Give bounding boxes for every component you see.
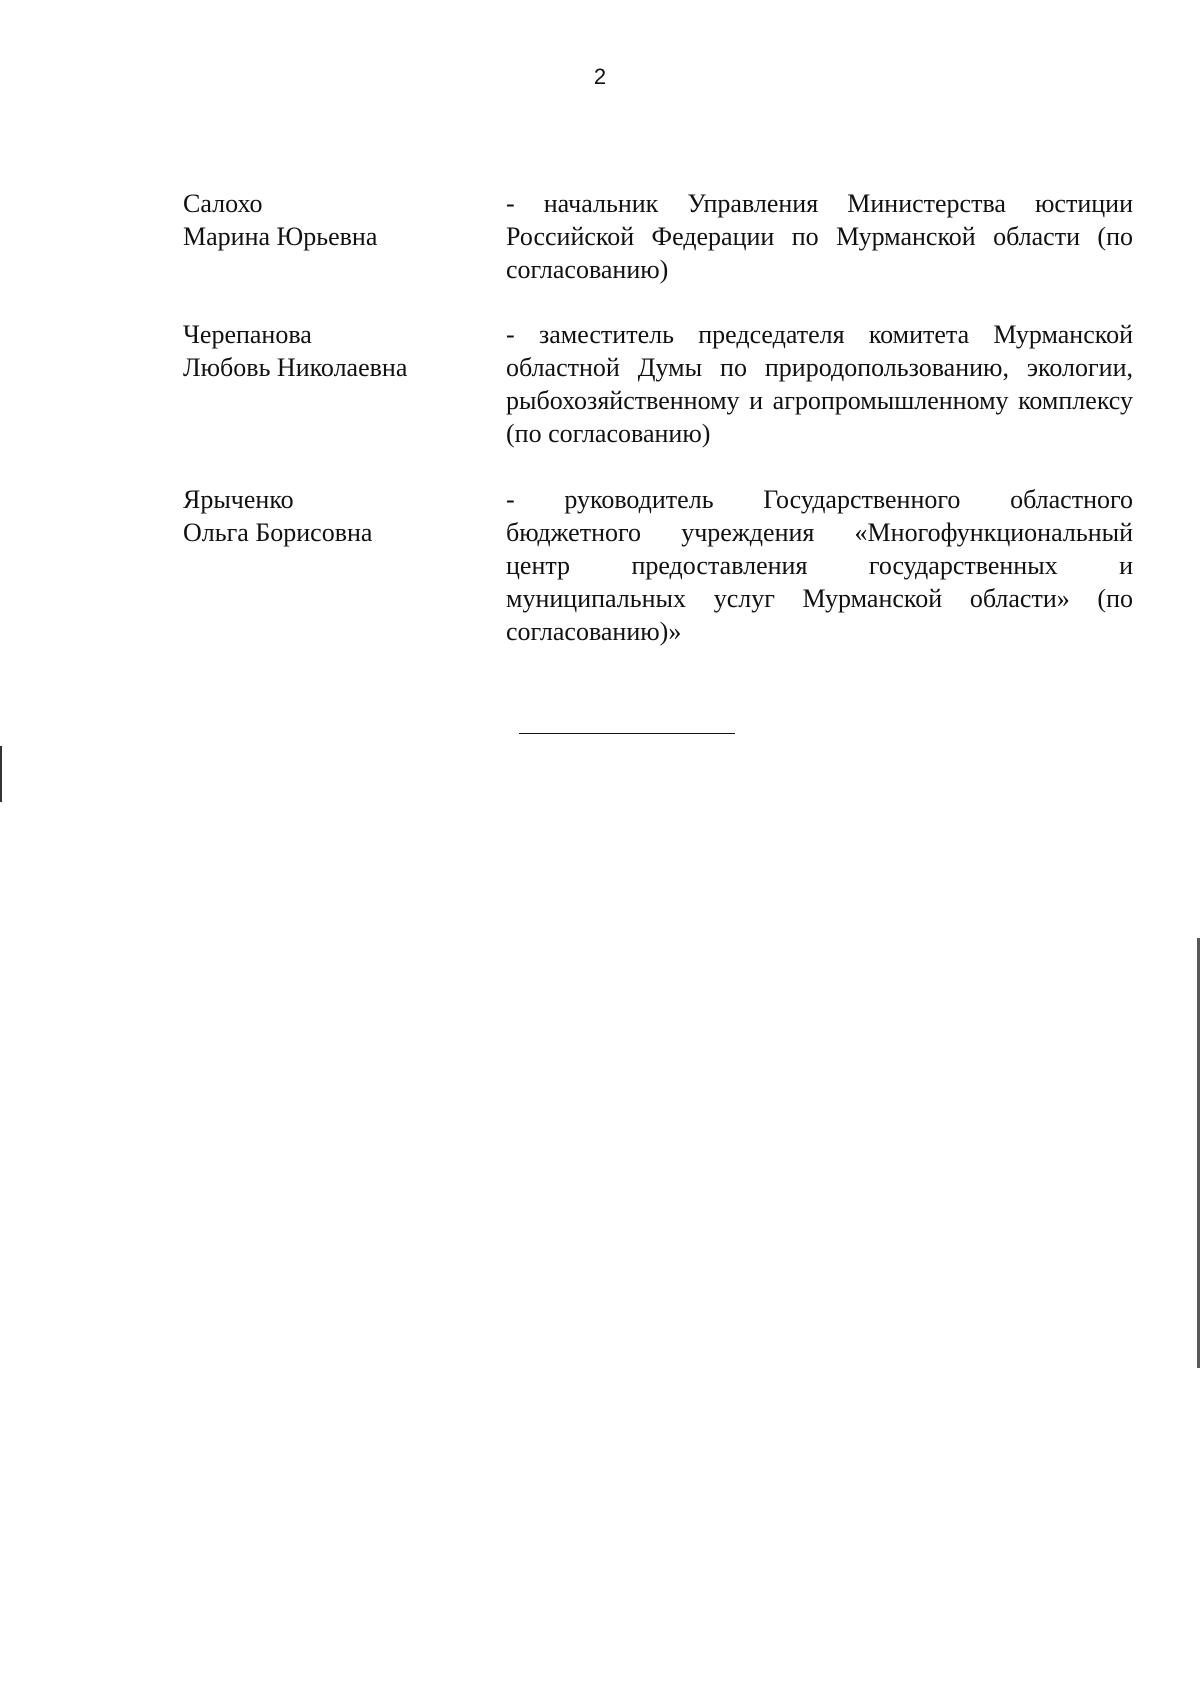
member-surname: Черепанова	[183, 320, 312, 349]
member-role: - руководитель Государственного областного бюджетного учреждения «Многофункциональный центр предоставления государственных и муниципальных услуг Мурманской области» (по согласованию)»	[506, 485, 1133, 646]
scan-edge-mark-left	[0, 746, 2, 802]
member-given-names: Марина Юрьевна	[183, 222, 378, 251]
member-role: - заместитель председателя комитета Мурманской областной Думы по природопользованию, экологии, рыбохозяйственному и агропромышленному комплексу (по согласованию)	[506, 320, 1133, 448]
page-number: 2	[593, 64, 607, 89]
member-given-names: Любовь Николаевна	[183, 353, 408, 382]
member-surname: Ярыченко	[183, 485, 294, 514]
member-name	[183, 187, 483, 253]
member-name	[183, 483, 483, 549]
member-surname: Салохо	[183, 189, 263, 218]
member-given-names: Ольга Борисовна	[183, 518, 373, 547]
closing-divider	[519, 733, 735, 734]
member-role: - начальник Управления Министерства юстиции Российской Федерации по Мурманской области (по согласованию)	[506, 189, 1133, 284]
member-name	[183, 318, 483, 384]
